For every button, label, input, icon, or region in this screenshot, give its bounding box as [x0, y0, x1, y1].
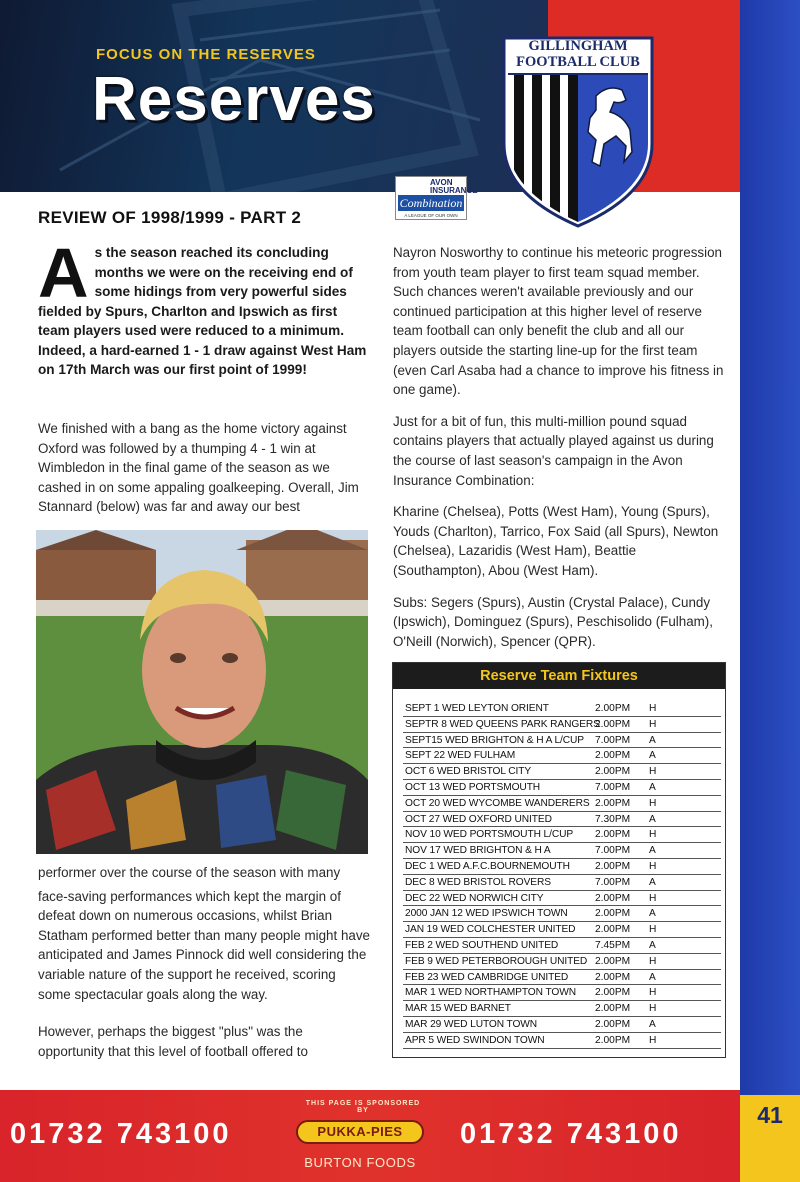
fixture-time: 7.00PM [595, 781, 631, 793]
fixture-match: SEPT15 WED BRIGHTON & H A L/CUP [405, 734, 585, 746]
article-heading: REVIEW OF 1998/1999 - PART 2 [38, 208, 302, 227]
fixture-time: 2.00PM [595, 829, 631, 841]
fixture-row [403, 970, 721, 986]
fixture-venue: A [649, 813, 656, 825]
phone-right: 01732 743100 [460, 1118, 682, 1150]
fixtures-table [392, 662, 726, 1058]
fixture-row [403, 733, 721, 749]
fixture-match: DEC 8 WED BRISTOL ROVERS [405, 876, 551, 888]
left-column-bottom [38, 863, 372, 1073]
fixture-match: DEC 1 WED A.F.C.BOURNEMOUTH [405, 860, 570, 872]
fixture-row [403, 843, 721, 859]
right-paragraph-2: Just for a bit of fun, this multi-million pound squad contains players that actually played against us during the course of last season's campaign in the Avon Insurance Combination: [393, 413, 714, 488]
header-banner [0, 0, 548, 192]
fixture-time: 2.00PM [595, 750, 631, 762]
right-paragraph-3: Kharine (Chelsea), Potts (West Ham), Young (Spurs), Youds (Charlton), Tarrico, Fox Said (all Spurs), Newton (Chelsea), Lazaridis (West Ham), Beattie (Southampton), Abou (West Ham). [393, 504, 719, 578]
fixture-time: 7.00PM [595, 876, 631, 888]
fixture-match: NOV 10 WED PORTSMOUTH L/CUP [405, 829, 574, 841]
sponsor-tagline: A LEAGUE OF OUR OWN [404, 213, 458, 218]
fixture-venue: A [649, 1018, 656, 1030]
fixture-time: 7.00PM [595, 845, 631, 857]
lead-text: s the season reached its concluding months we were on the receiving end of some hidings from very powerful sides fielded by Spurs, Charlton and Ipswich as first team players used were reduced to a minimum. Indeed, a hard-earned 1 - 1 draw against West Ham on 17th March was our first point of 1999! [38, 245, 367, 377]
fixture-venue: A [649, 971, 656, 983]
fixture-venue: H [649, 766, 657, 778]
fixture-match: 2000 JAN 12 WED IPSWICH TOWN [405, 908, 568, 920]
fixture-time: 2.00PM [595, 971, 631, 983]
pukka-pies-logo: PUKKA-PIES [296, 1120, 424, 1144]
fixture-match: FEB 9 WED PETERBOROUGH UNITED [405, 955, 588, 967]
fixture-row [403, 796, 721, 812]
right-blue-bar [740, 0, 800, 1095]
right-paragraph-1: Nayron Nosworthy to continue his meteoric progression from youth team player to first team squad member. Such chances weren't available previously and our continued participation at this higher level of reserve team football can only benefit the club and all our players outside the starting line-up for the first team (even Carl Asaba had a chance to improve his fitness in one game). [393, 245, 724, 398]
fixture-row [403, 812, 721, 828]
fixture-venue: A [649, 750, 656, 762]
fixture-row [403, 875, 721, 891]
fixture-match: FEB 23 WED CAMBRIDGE UNITED [405, 971, 569, 983]
drop-cap: A [38, 234, 89, 312]
fixture-venue: H [649, 718, 657, 730]
fixture-row [403, 922, 721, 938]
fixture-match: SEPTR 8 WED QUEENS PARK RANGERS [405, 718, 600, 730]
fixture-time: 2.00PM [595, 860, 631, 872]
fixture-match: OCT 27 WED OXFORD UNITED [405, 813, 552, 825]
fixture-time: 2.00PM [595, 1018, 631, 1030]
fixture-match: OCT 13 WED PORTSMOUTH [405, 781, 541, 793]
fixture-venue: H [649, 703, 657, 714]
fixtures-rows [403, 701, 721, 1049]
fixture-match: SEPT 1 WED LEYTON ORIENT [405, 703, 549, 714]
fixture-time: 2.00PM [595, 987, 631, 999]
fixture-venue: H [649, 892, 657, 904]
left-paragraph-2a: performer over the course of the season with many [38, 865, 341, 880]
fixture-match: APR 5 WED SWINDON TOWN [405, 1034, 545, 1046]
fixture-time: 2.00PM [595, 1003, 631, 1015]
fixture-venue: A [649, 845, 656, 857]
page-title: Reserves [92, 65, 376, 134]
fixture-row [403, 1017, 721, 1033]
left-paragraph-3: However, perhaps the biggest "plus" was the opportunity that this level of football offered to [38, 1024, 308, 1059]
combination-sponsor-badge [395, 176, 478, 220]
fixture-time: 2.00PM [595, 908, 631, 920]
fixture-match: JAN 19 WED COLCHESTER UNITED [405, 924, 576, 936]
fixture-time: 7.45PM [595, 939, 631, 951]
right-paragraph-4: Subs: Segers (Spurs), Austin (Crystal Palace), Cundy (Ipswich), Dominguez (Spurs), Peschisolido (Fulham), O'Neill (Norwich), Spencer (QPR). [393, 594, 713, 649]
fixture-venue: H [649, 829, 657, 841]
fixture-time: 2.00PM [595, 955, 631, 967]
fixture-venue: H [649, 1034, 657, 1046]
fixture-venue: H [649, 987, 657, 999]
fixture-match: MAR 1 WED NORTHAMPTON TOWN [405, 987, 576, 999]
fixture-match: MAR 15 WED BARNET [405, 1003, 511, 1015]
sponsor-top: AVON INSURANCE [430, 178, 478, 195]
fixture-match: OCT 6 WED BRISTOL CITY [405, 766, 532, 778]
fixture-row [403, 859, 721, 875]
fixture-venue: H [649, 924, 657, 936]
fixture-row [403, 717, 721, 733]
fixture-row [403, 1001, 721, 1017]
fixture-row [403, 906, 721, 922]
fixture-match: FEB 2 WED SOUTHEND UNITED [405, 939, 559, 951]
left-paragraph-1: We finished with a bang as the home victory against Oxford was followed by a thumping 4 - 1 win at Wimbledon in the final game of the season as we cashed in on some appaling goalkeeping. Overall, Jim Stannard (below) was far and away our best [38, 421, 359, 515]
sponsor-company: BURTON FOODS [304, 1155, 416, 1170]
fixture-match: DEC 22 WED NORWICH CITY [405, 892, 544, 904]
page-number: 41 [757, 1102, 783, 1128]
fixture-venue: H [649, 860, 657, 872]
fixture-time: 2.00PM [595, 797, 631, 809]
phone-left: 01732 743100 [10, 1118, 232, 1150]
crest-line1: GILLINGHAM [528, 38, 628, 54]
fixture-venue: A [649, 781, 656, 793]
fixture-row [403, 938, 721, 954]
fixture-row [403, 954, 721, 970]
fixture-venue: H [649, 955, 657, 967]
fixture-row [403, 764, 721, 780]
fixture-time: 2.00PM [595, 718, 631, 730]
fixture-time: 2.00PM [595, 924, 631, 936]
fixture-row [403, 1033, 721, 1049]
right-column [393, 243, 727, 663]
fixture-time: 7.00PM [595, 734, 631, 746]
left-paragraph-2b: face-saving performances which kept the margin of defeat down on numerous occasions, whilst Brian Statham performed better than many people might have anticipated and James Pinnock did well considering the variable nature of the support he received, scoring some spectacular goals along the way. [38, 888, 370, 1002]
fixture-time: 2.00PM [595, 703, 631, 714]
fixture-row [403, 748, 721, 764]
fixture-venue: A [649, 734, 656, 746]
fixture-row [403, 827, 721, 843]
fixture-venue: A [649, 876, 656, 888]
fixture-row [403, 891, 721, 907]
sponsored-by-label: THIS PAGE IS SPONSORED BY [305, 1100, 421, 1114]
fixture-time: 2.00PM [595, 766, 631, 778]
section-kicker: FOCUS ON THE RESERVES [96, 46, 316, 63]
fixture-venue: A [649, 939, 656, 951]
fixture-row [403, 985, 721, 1001]
fixture-time: 7.30PM [595, 813, 631, 825]
sponsor-name: Combination [399, 196, 463, 210]
fixture-time: 2.00PM [595, 1034, 631, 1046]
fixture-time: 2.00PM [595, 892, 631, 904]
fixture-venue: H [649, 797, 657, 809]
fixture-match: OCT 20 WED WYCOMBE WANDERERS [405, 797, 590, 809]
fixture-match: SEPT 22 WED FULHAM [405, 750, 516, 762]
fixture-row [403, 701, 721, 717]
fixture-match: MAR 29 WED LUTON TOWN [405, 1018, 538, 1030]
crest-label [504, 38, 652, 70]
fixture-venue: A [649, 908, 656, 920]
left-column-top [38, 419, 372, 529]
fixtures-title: Reserve Team Fixtures [393, 663, 725, 689]
player-photo [36, 530, 368, 854]
fixture-venue: H [649, 1003, 657, 1015]
lead-paragraph [38, 234, 372, 380]
crest-line2: FOOTBALL CLUB [516, 54, 640, 70]
fixture-match: NOV 17 WED BRIGHTON & H A [405, 845, 551, 857]
fixture-row [403, 780, 721, 796]
